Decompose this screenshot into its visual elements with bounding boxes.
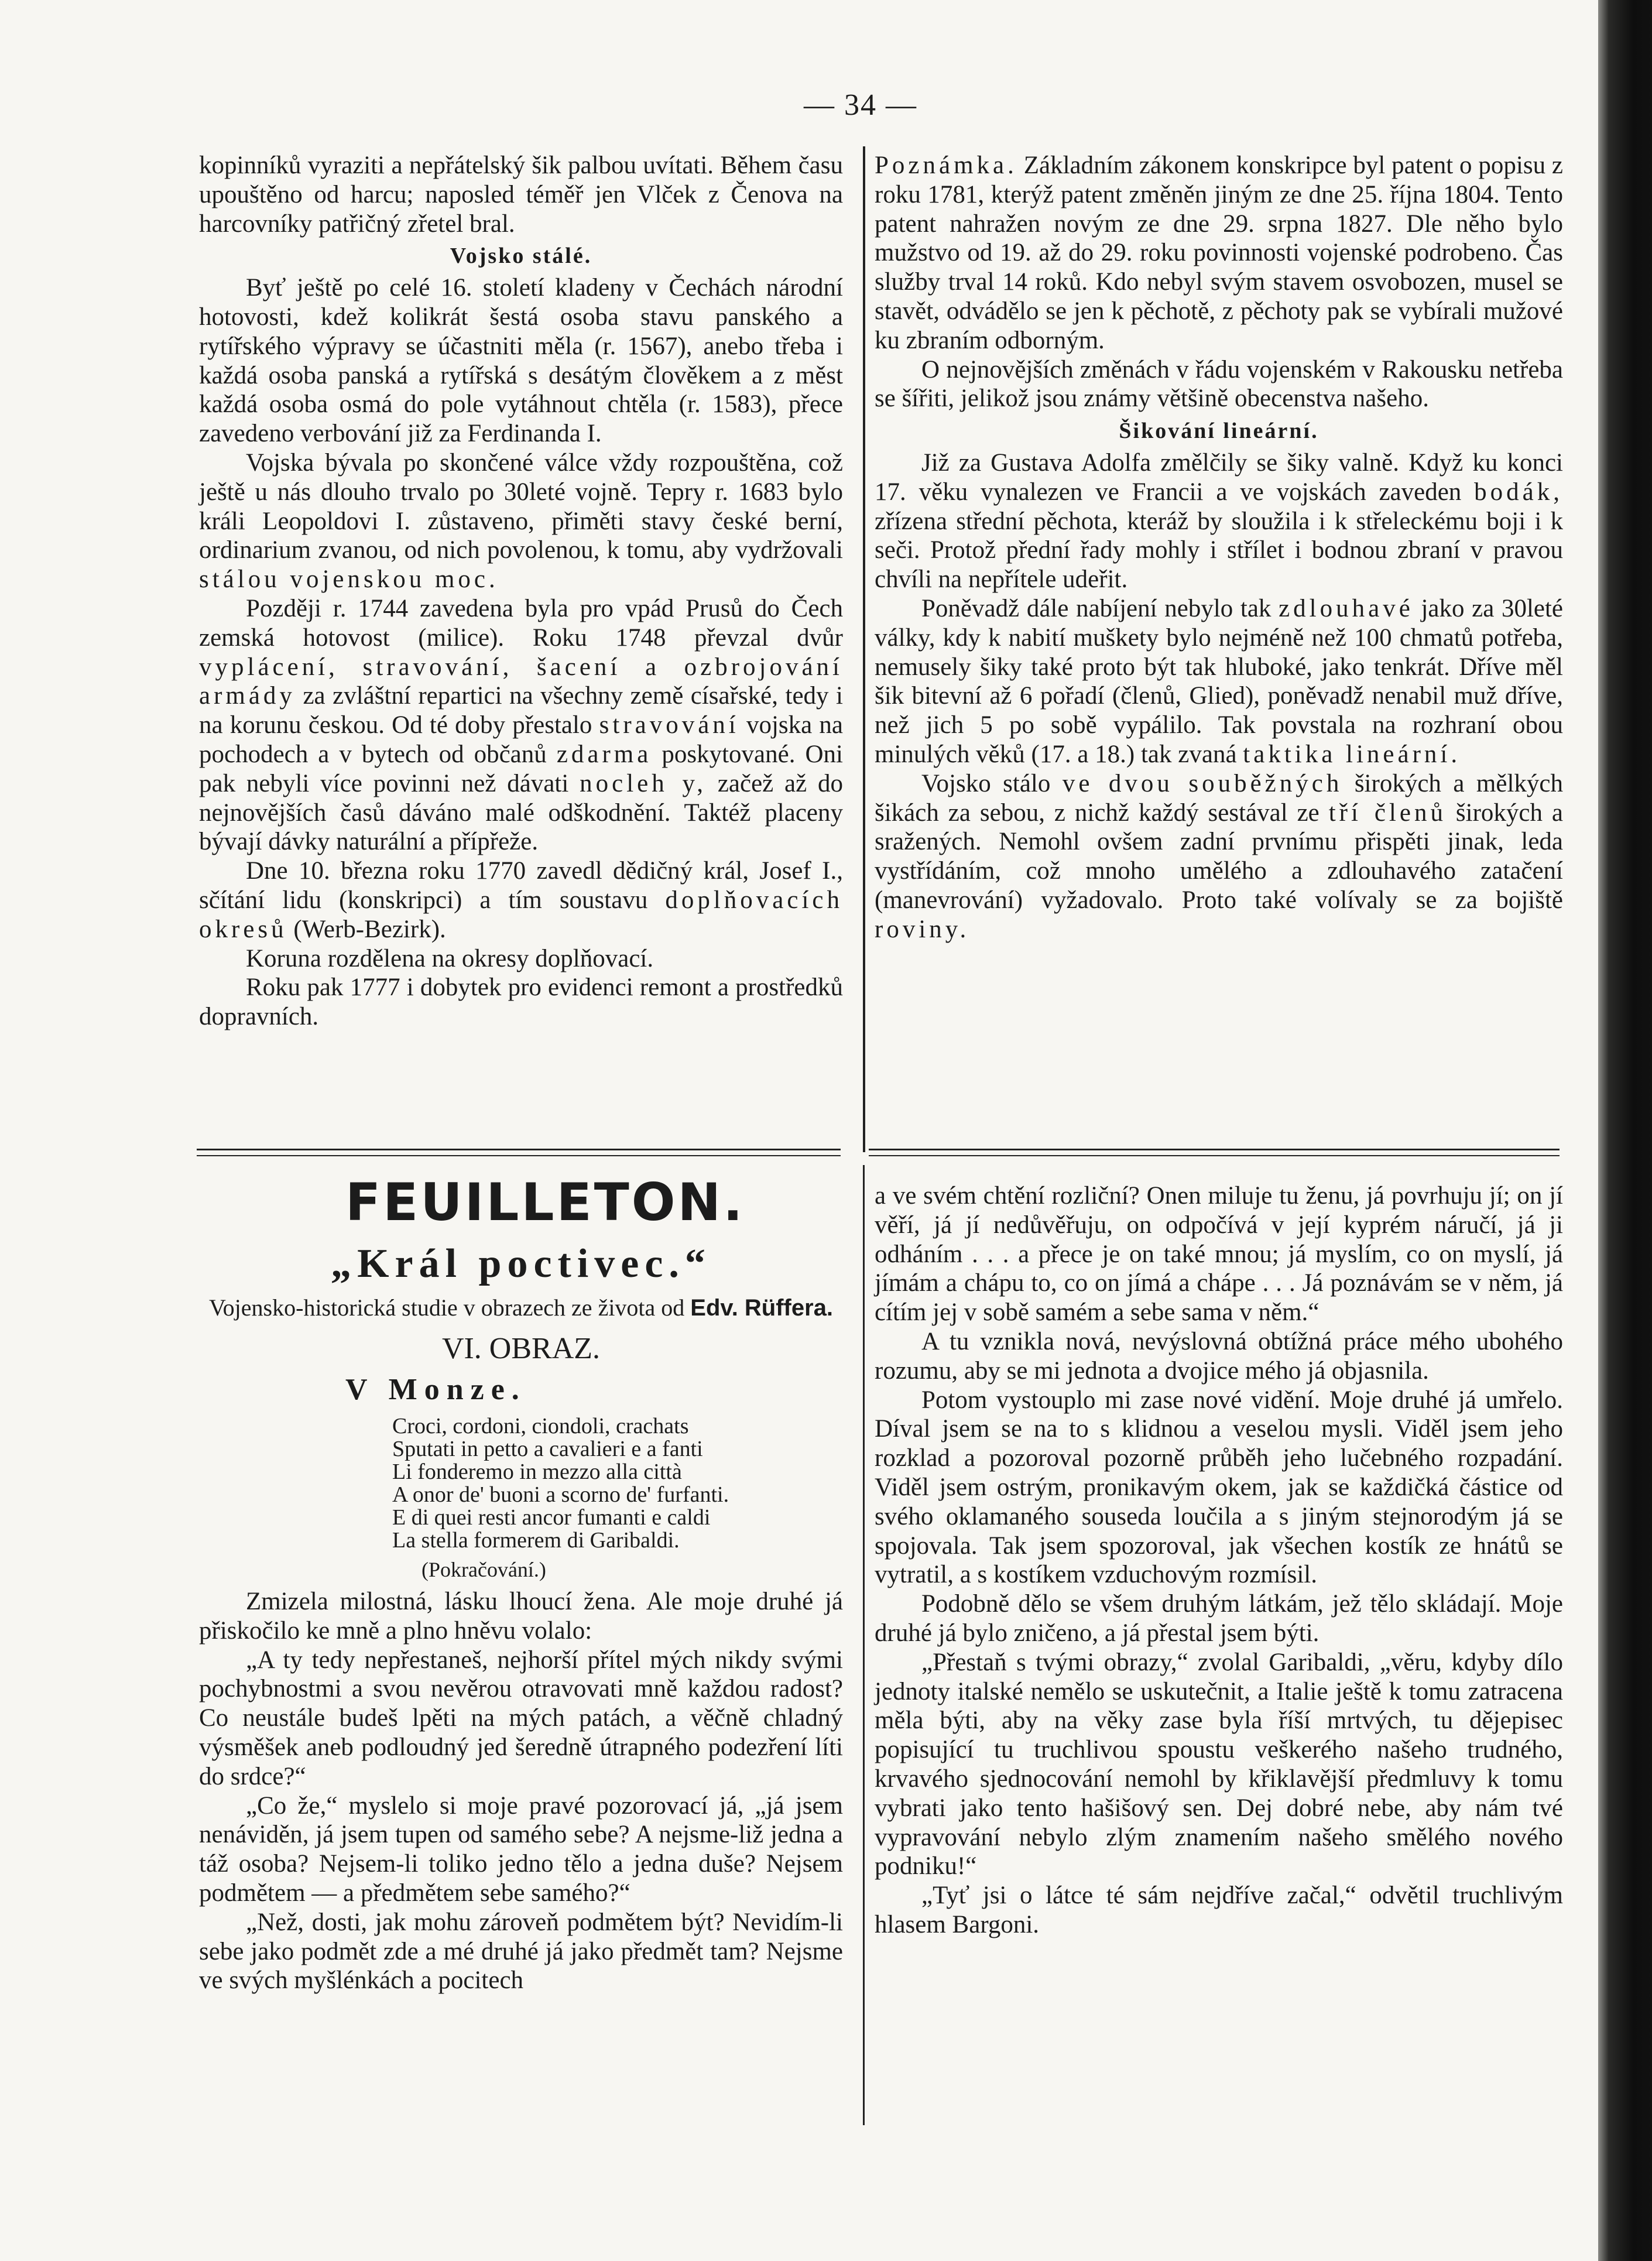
page-number: — 34 — xyxy=(804,88,917,122)
emphasis: zdarma xyxy=(556,740,652,768)
paragraph xyxy=(875,769,1563,944)
section-divider xyxy=(197,1149,841,1156)
paragraph xyxy=(199,857,843,944)
text: Poněvadž dále nabíjení nebylo tak xyxy=(921,594,1271,622)
text: jako za 30leté války, kdy k nabití muškety bylo nejméně než 100 chmatů potřeba, nemusely šiky také proto být tak hluboké, jako tenkrát. Dříve měl šik bitevní až 6 pořadí (členů, Glied), poněvadž nenabil muž dříve, než jich 5 po sobě vypálilo. Tak povstala na rozhraní obou minulých věků (17. a 18.) tak zvaná xyxy=(875,594,1564,768)
story-title: „Král poctivec.“ xyxy=(331,1241,711,1286)
paragraph xyxy=(875,151,1563,355)
paragraph: kopinníků vyraziti a nepřátelský šik palbou uvítati. Během času upouštěno od harcu; naposled téměř jen Vlček z Čenova na harcovníky patřičný zřetel bral. xyxy=(199,152,843,238)
text: Vojsko stálo xyxy=(921,769,1051,797)
chapter-heading: VI. OBRAZ. xyxy=(441,1332,601,1365)
note-label: Poznámka. xyxy=(875,152,1017,179)
text: za zvláštní repartici na všechny země císařské, tedy i na korunu českou. Od té doby přestalo xyxy=(199,682,843,739)
text: Vojska bývala po skončené válce vždy rozpouštěna, což ještě u nás dlouho trvalo po 30leté vojně. Tepry r. 1683 bylo králi Leopoldovi I. zůstaveno, přiměti stavy české berní, ordinarium zvanou, od nich povolenou, k tomu, aby vydržovali xyxy=(199,448,843,564)
paragraph xyxy=(199,594,843,857)
left-column-top xyxy=(199,151,843,1032)
section-heading: Vojsko stálé. xyxy=(450,244,592,269)
feuilleton-left-column xyxy=(199,1162,843,1995)
text: (Werb-Bezirk). xyxy=(293,915,446,943)
text: širokých a mělkých šikách za sebou, z nichž každý sestával ze xyxy=(875,769,1563,827)
story-subtitle xyxy=(199,1293,843,1323)
paragraph xyxy=(875,448,1563,594)
emphasis: stravování xyxy=(599,711,739,739)
emphasis: vyplácení, stravování, šacení a ozbrojování armády xyxy=(199,653,843,710)
paragraph: Roku pak 1777 i dobytek pro evidenci remont a prostředků dopravních. xyxy=(199,974,843,1031)
paragraph: a ve svém chtění rozliční? Onen miluje tu ženu, já povrhuju jí; on jí věří, já jí nedůvěřuju, on odpočívá v její kyprém náručí, já ji odháním . . . a přece je on také mnou; já myslím, co on myslí, já jímám a chápu to, co on jímá a chápe . . . Já poznávám se v něm, já cítím jej v sobě samém a sebe sama v něm.“ xyxy=(875,1182,1563,1327)
paragraph: Zmizela milostná, lásku lhoucí žena. Ale moje druhé já přiskočilo ke mně a plno hněvu volalo: xyxy=(199,1588,843,1645)
paragraph xyxy=(199,448,843,594)
paragraph: „Než, dosti, jak mohu zároveň podmětem být? Nevidím-li sebe jako podmět zde a mé druhé já jako předmět tam? Nejsme ve svých myšlénkách a pocitech xyxy=(199,1908,843,1995)
poem-line: Li fonderemo in mezzo alla città xyxy=(392,1460,682,1484)
author-name: Edv. Rüffera. xyxy=(690,1295,834,1321)
text: začež až do nejnovějších časů dáváno malé odškodnění. Taktéž placeny bývají dávky naturální a přípřeže. xyxy=(199,769,844,856)
emphasis: roviny. xyxy=(875,915,970,943)
text: vojska na pochodech a v bytech od občanů xyxy=(199,711,844,768)
poem-line: A onor de' buoni a scorno de' furfanti. xyxy=(392,1482,729,1507)
paragraph: A tu vznikla nová, nevýslovná obtížná práce mého ubohého rozumu, aby se mi jednota a dvojice mého já objasnila. xyxy=(875,1327,1563,1385)
text: Základním zákonem konskripce byl patent o popisu z roku 1781, kterýž patent změněn jiným ze dne 25. října 1804. Tento patent nahražen novým ze dne 29. srpna 1827. Dle něho bylo mužstvo od 19. až do 29. roku povinnosti vojenské podrobeno. Čas služby trval 14 roků. Kdo nebyl svým stavem osvobozen, musel se stavět, odvádělo se jen k pěchotě, z pěchoty pak se vybírali mužové ku zbraním odborným. xyxy=(875,152,1563,354)
subtitle-text: Vojensko-historická studie v obrazech ze života od xyxy=(208,1294,685,1321)
text: Později r. 1744 zavedena byla pro vpád Prusů do Čech zemská hotovost (milice). Roku 1748 převzal dvůr xyxy=(199,594,843,652)
poem-line: Croci, cordoni, ciondoli, crachats xyxy=(392,1414,689,1438)
column-divider xyxy=(863,146,865,1152)
emphasis: ve dvou souběžných xyxy=(1062,769,1343,797)
paragraph: Potom vystouplo mi zase nové vidění. Moje druhé já umřelo. Díval jsem se na to s klidnou a veselou mysli. Viděl jsem jeho rozklad a pozoroval pozorně průběh jeho lučebného rozpadání. Viděl jsem ostrým, pronikavým okem, jak se každičká částice od svého oklamaného souseda loučila a s jiným stejnorodým já se spojovala. Tak jsem spozoroval, jak všechen kostík ze hnátů se vytratil, a s kostíkem vzduchovým rozmísil. xyxy=(875,1386,1563,1589)
emphasis: stálou vojenskou moc. xyxy=(199,566,499,594)
paragraph: „Co že,“ myslelo si moje pravé pozorovací já, „já jsem nenáviděn, já jsem tupen od samého sebe? A nejsme-liž jedna a táž osoba? Nejsem-li toliko jedno tělo a jedna duše? Nejsem podmětem — a předmětem sebe samého?“ xyxy=(199,1791,843,1907)
poem-line: E di quei resti ancor fumanti e caldi xyxy=(392,1505,711,1530)
feuilleton-right-column xyxy=(875,1181,1563,1940)
paragraph: „A ty tedy nepřestaneš, nejhorší přítel mých nikdy svými pochybnostmi a svou nevěrou otravovati mně každou radost? Co neustále budeš lpěti na mých patách, a věčně chladný výsměšek aneb podloudný jed šeredně útrapného podezření líti do srdce?“ xyxy=(199,1646,843,1790)
paragraph: „Tyť jsi o látce té sám nejdříve začal,“ odvětil truchlivým hlasem Bargoni. xyxy=(875,1882,1563,1938)
text: poskytované. Oni pak nebyli více povinni než dávati xyxy=(199,740,844,797)
poem-line: La stella formerem di Garibaldi. xyxy=(392,1528,680,1553)
section-heading: Šikování lineární. xyxy=(1119,419,1319,444)
emphasis: taktika lineární. xyxy=(1243,740,1461,768)
chapter-place: V Monze. xyxy=(345,1373,526,1406)
epigraph-poem xyxy=(199,1415,843,1552)
continuation-note: (Pokračování.) xyxy=(421,1558,546,1581)
paragraph xyxy=(875,594,1563,769)
text: širokých a sražených. Nemohl ovšem zadní prvnímu přispěti jinak, leda vystřídáním, což mnoho umělého a zdlouhavého zatačení (manevrování) vyžadovalo. Proto také volívaly se za bojiště xyxy=(875,799,1564,914)
paragraph: Koruna rozdělena na okresy doplňovací. xyxy=(246,944,654,972)
paragraph: O nejnovějších změnách v řádu vojenském v Rakousku netřeba se šířiti, jelikož jsou známy většině obecenstva našeho. xyxy=(875,355,1563,413)
paragraph: Podobně dělo se všem druhým látkám, jež tělo skládají. Moje druhé já bylo zničeno, a já přestal jsem býti. xyxy=(875,1590,1563,1647)
text: zřízena střední pěchota, kteráž by sloužila i k střeleckému boji i k seči. Protož přední řady mohly i střílet i bodnou zbraní v pravou chvíli na nepřítele udeřit. xyxy=(875,507,1563,594)
emphasis: tří členů xyxy=(1328,799,1447,827)
text: Již za Gustava Adolfa změlčily se šiky valně. Když ku konci 17. věku vynalezen ve Francii a ve vojskách zaveden xyxy=(875,448,1563,506)
feuilleton-title: FEUILLETON. xyxy=(345,1172,745,1232)
page-edge-shadow xyxy=(1598,0,1652,2261)
paragraph: Byť ještě po celé 16. století kladeny v Čechách národní hotovosti, kdež kolikrát šestá osoba stavu panského a rytířského výpravy se účastniti měla (r. 1567), anebo třeba i každá osoba panská a rytířská s desátým člověkem a z měst každá osoba osmá do pole vytáhnout chtěla (r. 1583), přece zavedeno verbování již za Ferdinanda I. xyxy=(199,274,843,448)
emphasis: bodák, xyxy=(1474,478,1564,506)
text: Dne 10. března roku 1770 zavedl dědičný král, Josef I., sčítání lidu (konskripci) a tím soustavu xyxy=(199,857,843,914)
poem-line: Sputati in petto a cavalieri e a fanti xyxy=(392,1437,703,1461)
column-divider-feuilleton xyxy=(863,1165,865,2125)
emphasis: nocleh y, xyxy=(580,769,707,797)
right-column-top xyxy=(875,151,1563,944)
emphasis: zdlouhavé xyxy=(1279,594,1414,622)
section-divider xyxy=(869,1149,1560,1156)
emphasis: doplňovacích okresů xyxy=(199,886,843,943)
paragraph: „Přestaň s tvými obrazy,“ zvolal Garibaldi, „věru, kdyby dílo jednoty italské nemělo se uskutečnit, a Italie ještě k tomu zatracena měla býti, aby na věky zase byla říší mrtvých, tu dějepisec popisující tu truchlivou spoustu veškerého našeho trudného, krvavého sjednocování nemohl by křiklavější předmluvy k tomu vybrati jako tento hašišový sen. Dej dobré nebe, aby nám tvé vypravování nebylo zlým znamením našeho smělého nového podniku!“ xyxy=(875,1648,1563,1880)
